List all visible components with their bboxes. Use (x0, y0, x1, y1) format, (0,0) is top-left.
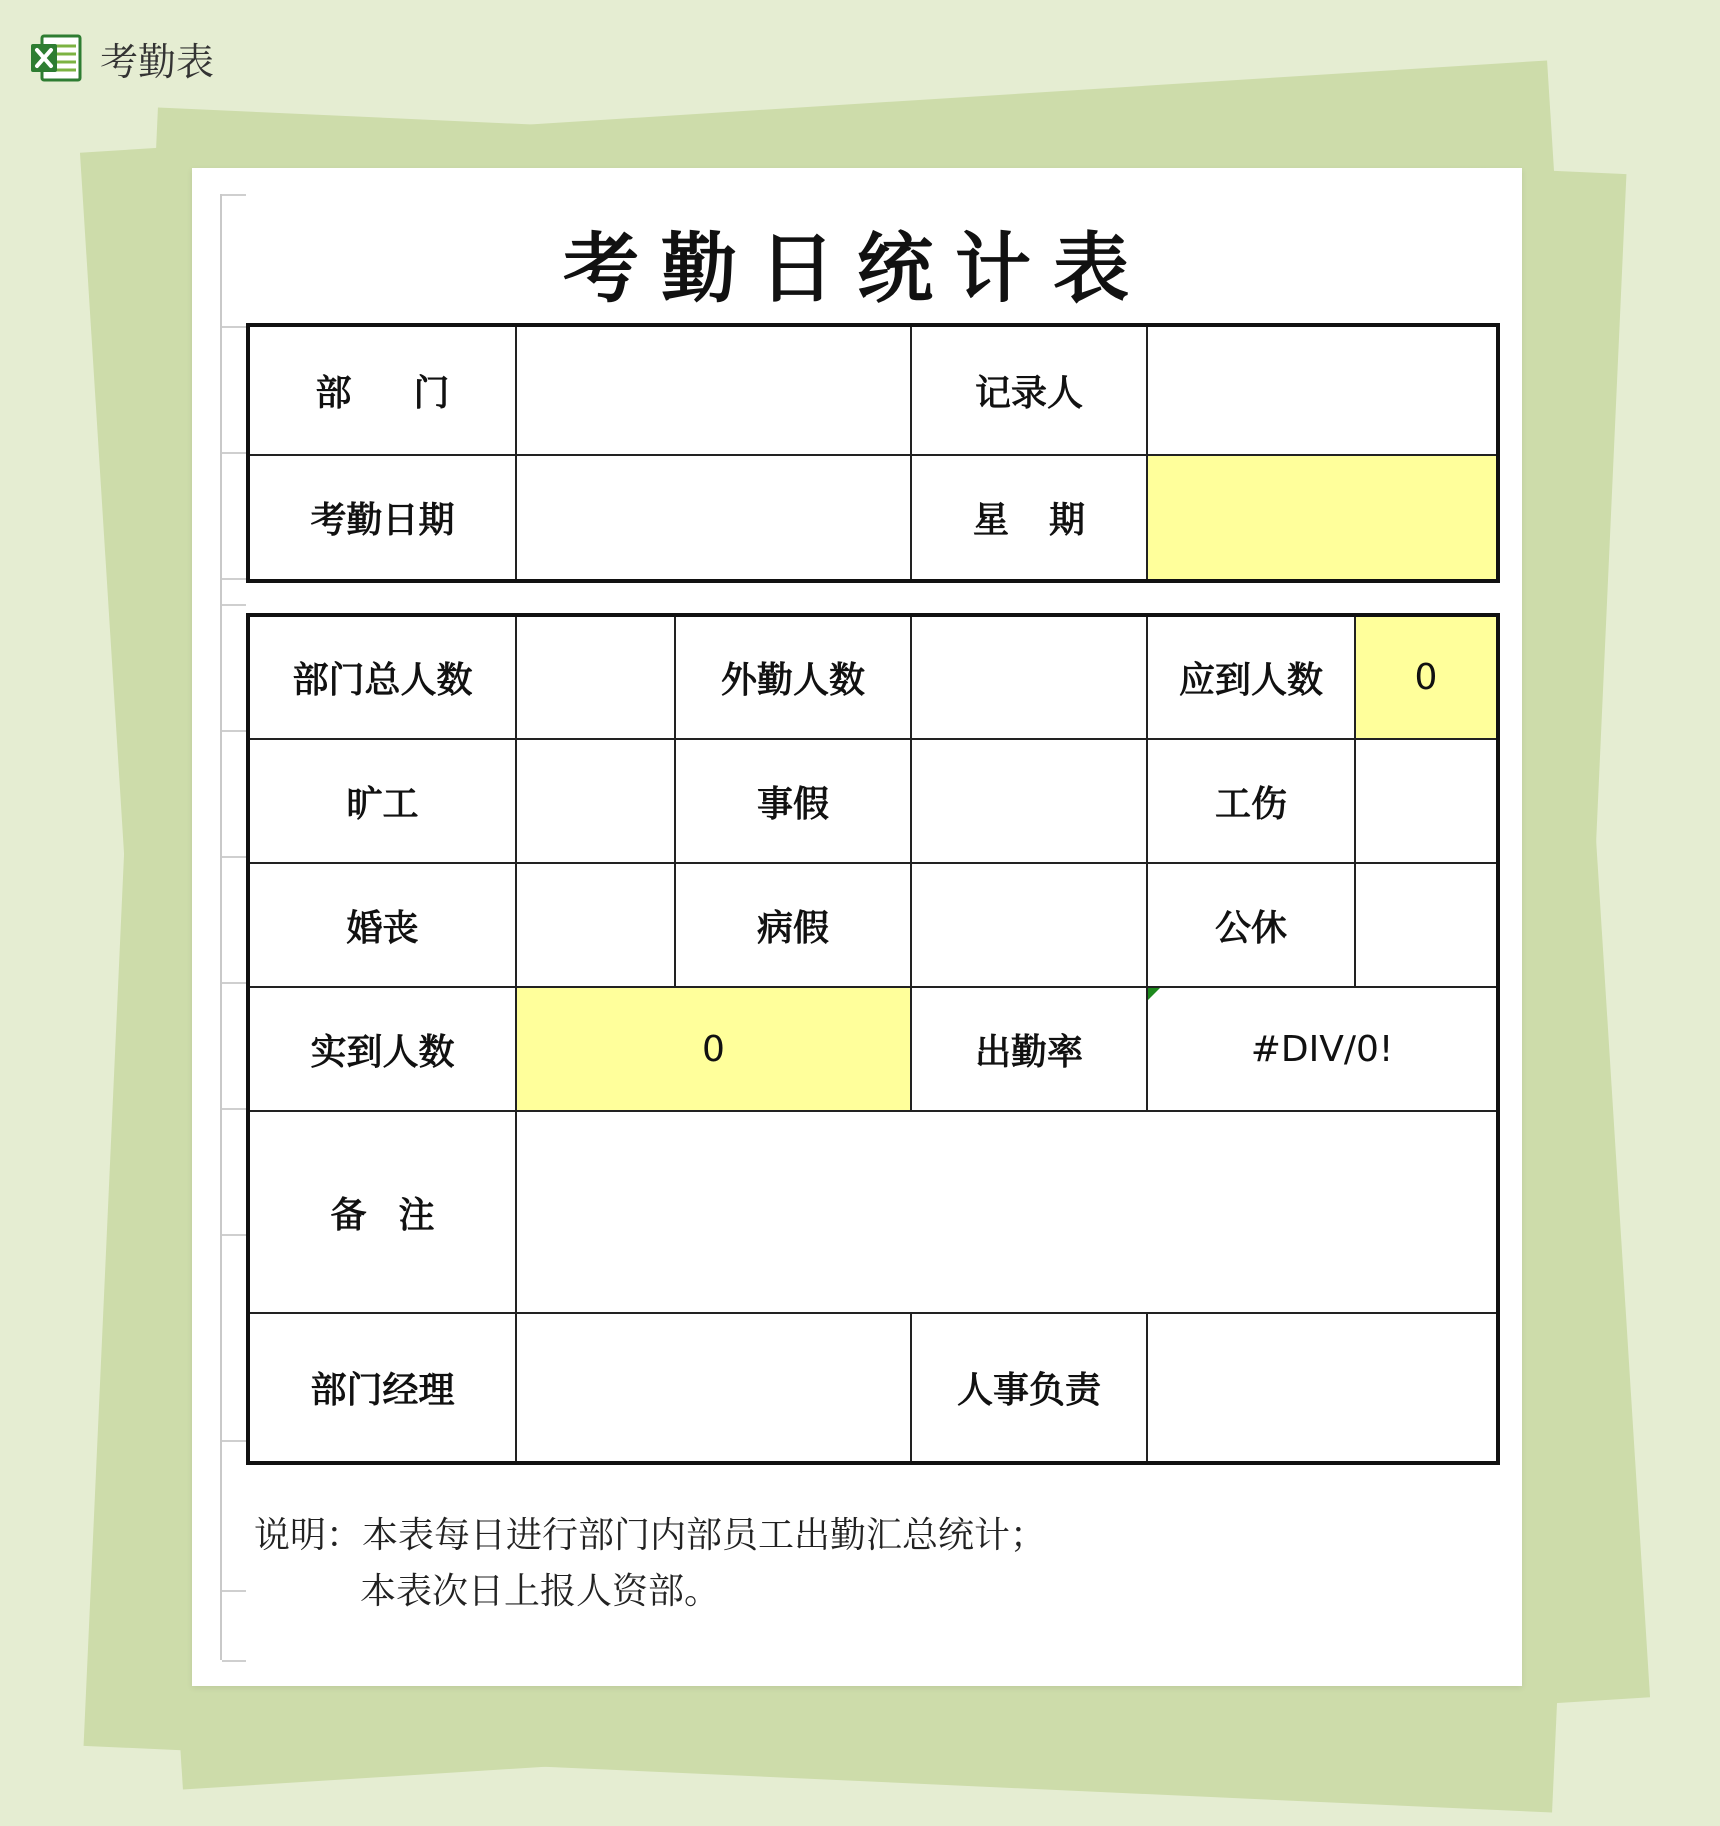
recorder-input-cell[interactable] (1147, 325, 1498, 455)
rate-label: 出勤率 (911, 987, 1147, 1111)
app-header (28, 28, 214, 88)
expected-value[interactable]: 0 (1355, 615, 1498, 739)
manager-input-cell[interactable] (516, 1313, 911, 1463)
remarks-label: 备注 (248, 1111, 516, 1313)
hr-label: 人事负责 (911, 1313, 1147, 1463)
row-gutter (220, 194, 246, 1660)
injury-input-cell[interactable] (1355, 739, 1498, 863)
excel-icon (28, 30, 84, 86)
date-label: 考勤日期 (248, 455, 516, 581)
dept-input-cell[interactable] (516, 325, 911, 455)
rate-value: #DIV/0! (1250, 1028, 1394, 1070)
weekday-cell[interactable] (1147, 455, 1498, 581)
instructions-line-2: 本表次日上报人资部。 (360, 1571, 721, 1612)
instructions-line-1: 说明：本表每日进行部门内部员工出勤汇总统计； (254, 1515, 1047, 1556)
dept-label: 部门 (248, 325, 516, 455)
weekday-label: 星期 (911, 455, 1147, 581)
injury-label: 工伤 (1147, 739, 1355, 863)
rate-value-cell[interactable] (1147, 987, 1498, 1111)
actual-label: 实到人数 (248, 987, 516, 1111)
instructions (254, 1508, 1046, 1620)
total-label: 部门总人数 (248, 615, 516, 739)
sheet-title: 考勤日统计表 (563, 224, 1151, 313)
comment-indicator-icon (1148, 988, 1160, 1000)
public-holiday-label: 公休 (1147, 863, 1355, 987)
hr-input-cell[interactable] (1147, 1313, 1498, 1463)
field-input-cell[interactable] (911, 615, 1147, 739)
personal-leave-label: 事假 (675, 739, 911, 863)
absent-label: 旷工 (248, 739, 516, 863)
remarks-input-cell[interactable] (516, 1111, 1498, 1313)
sick-leave-input-cell[interactable] (911, 863, 1147, 987)
expected-label: 应到人数 (1147, 615, 1355, 739)
sick-leave-label: 病假 (675, 863, 911, 987)
total-input-cell[interactable] (516, 615, 675, 739)
date-input-cell[interactable] (516, 455, 911, 581)
marriage-funeral-label: 婚丧 (248, 863, 516, 987)
marriage-funeral-input-cell[interactable] (516, 863, 675, 987)
app-title: 考勤表 (100, 39, 215, 84)
personal-leave-input-cell[interactable] (911, 739, 1147, 863)
info-table (246, 323, 1500, 583)
stats-table (246, 613, 1500, 1465)
manager-label: 部门经理 (248, 1313, 516, 1463)
public-holiday-input-cell[interactable] (1355, 863, 1498, 987)
absent-input-cell[interactable] (516, 739, 675, 863)
actual-value[interactable]: 0 (516, 987, 911, 1111)
attendance-sheet (192, 168, 1522, 1686)
field-label: 外勤人数 (675, 615, 911, 739)
recorder-label: 记录人 (911, 325, 1147, 455)
